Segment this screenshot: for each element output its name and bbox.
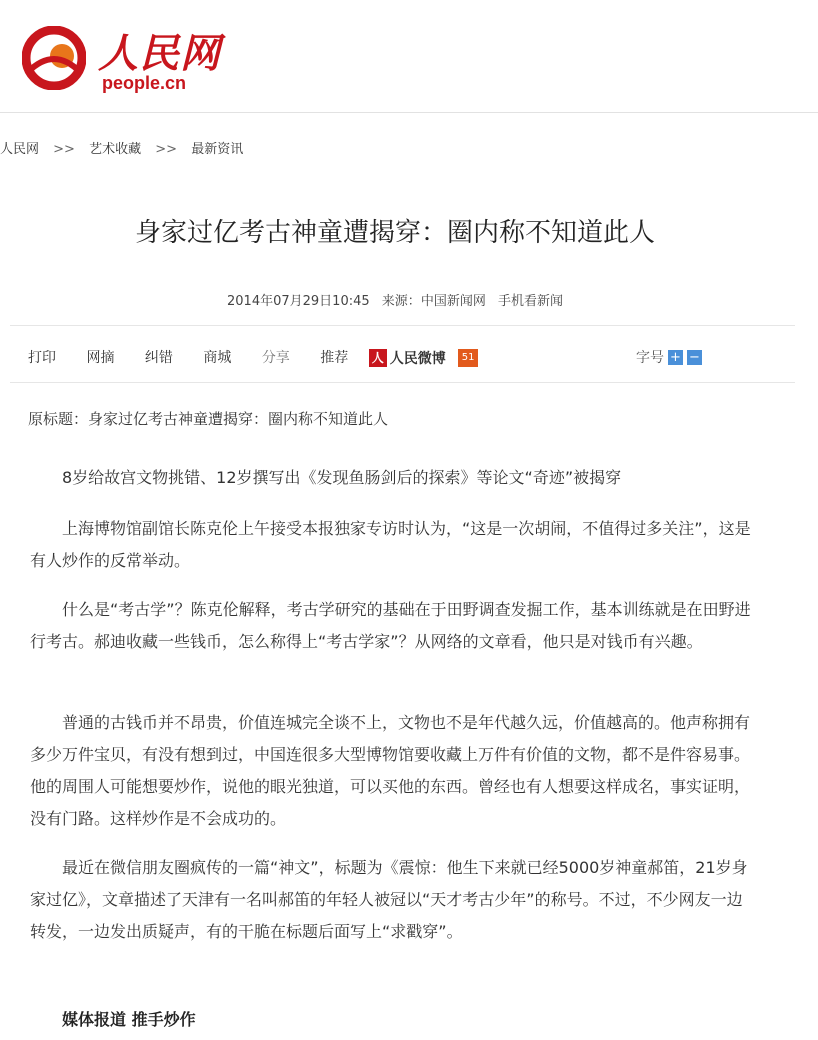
source-link[interactable]: 中国新闻网: [420, 294, 486, 309]
paragraph: 什么是“考古学”？陈克伦解释，考古学研究的基础在于田野调查发掘工作，基本训练就是在田野进行考古。郝迪收藏一些钱币，怎么称得上“考古学家”？从网络的文章看，他只是对钱币有兴趣。: [30, 600, 751, 651]
people-cn-logo[interactable]: [22, 18, 222, 93]
logo-text-en: people.cn: [102, 73, 187, 93]
font-size-control: [636, 347, 702, 367]
recommend-button[interactable]: 推荐: [320, 350, 349, 366]
article-toolbar: [28, 347, 478, 368]
breadcrumb: [0, 138, 253, 157]
original-title: 原标题：身家过亿考古神童遭揭穿：圈内称不知道此人: [28, 410, 389, 428]
font-increase-button[interactable]: +: [668, 350, 683, 365]
weibo-icon: 人: [369, 349, 387, 367]
breadcrumb-art-collection[interactable]: 艺术收藏: [89, 142, 142, 157]
font-size-label: 字号: [636, 350, 664, 366]
paragraph: 普通的古钱币并不昂贵，价值连城完全谈不上，文物也不是年代越久远，价值越高的。他声称拥有多少万件宝贝，有没有想到过，中国连很多大型博物馆要收藏上万件有价值的文物，都不是件容易事。他的周围人可能想要炒作，说他的眼光独道，可以买他的东西。曾经也有人想要这样成名，事实证明，没有门路。这样炒作是不会成功的。: [30, 713, 751, 828]
publish-date: 2014年07月29日10:45: [227, 294, 370, 309]
breadcrumb-separator: >>: [53, 142, 75, 157]
paragraph-lead: 8岁给故宫文物挑错、12岁撰写出《发现鱼肠剑后的探索》等论文“奇迹”被揭穿: [62, 468, 622, 487]
paragraph: 上海博物馆副馆长陈克伦上午接受本报独家专访时认为，“这是一次胡闹，不值得过多关注”，这是有人炒作的反常举动。: [30, 519, 751, 570]
source-label: 来源：: [381, 294, 421, 309]
breadcrumb-latest-news[interactable]: 最新资讯: [191, 142, 244, 157]
people-logo-icon: [22, 26, 86, 90]
mobile-news-link[interactable]: 手机看新闻: [497, 294, 563, 309]
font-decrease-button[interactable]: −: [687, 350, 702, 365]
breadcrumb-home[interactable]: 人民网: [0, 142, 40, 157]
weibo-label: 人民微博: [389, 351, 446, 367]
rss-icon[interactable]: 51: [458, 349, 478, 367]
article-title: 身家过亿考古神童遭揭穿：圈内称不知道此人: [134, 218, 655, 248]
breadcrumb-separator: >>: [155, 142, 178, 157]
article-meta: [0, 290, 790, 309]
weibo-share-button[interactable]: [369, 348, 446, 368]
print-button[interactable]: 打印: [28, 350, 56, 366]
share-button[interactable]: 分享: [261, 350, 290, 366]
header-divider: [0, 112, 818, 113]
report-error-button[interactable]: 纠错: [144, 350, 173, 366]
shop-button[interactable]: 商城: [203, 350, 232, 366]
logo-text-cn: 人民网: [98, 30, 221, 77]
paragraph: 最近在微信朋友圈疯传的一篇“神文”，标题为《震惊：他生下来就已经5000岁神童郝笛，21岁身家过亿》，文章描述了天津有一名叫郝笛的年轻人被冠以“天才考古少年”的称号。不过，不少网友一边转发，一边发出质疑声，有的干脆在标题后面写上“求戳穿”。: [30, 858, 748, 941]
section-subheading: 媒体报道 推手炒作: [62, 1010, 196, 1029]
bookmark-button[interactable]: 网摘: [86, 350, 115, 366]
